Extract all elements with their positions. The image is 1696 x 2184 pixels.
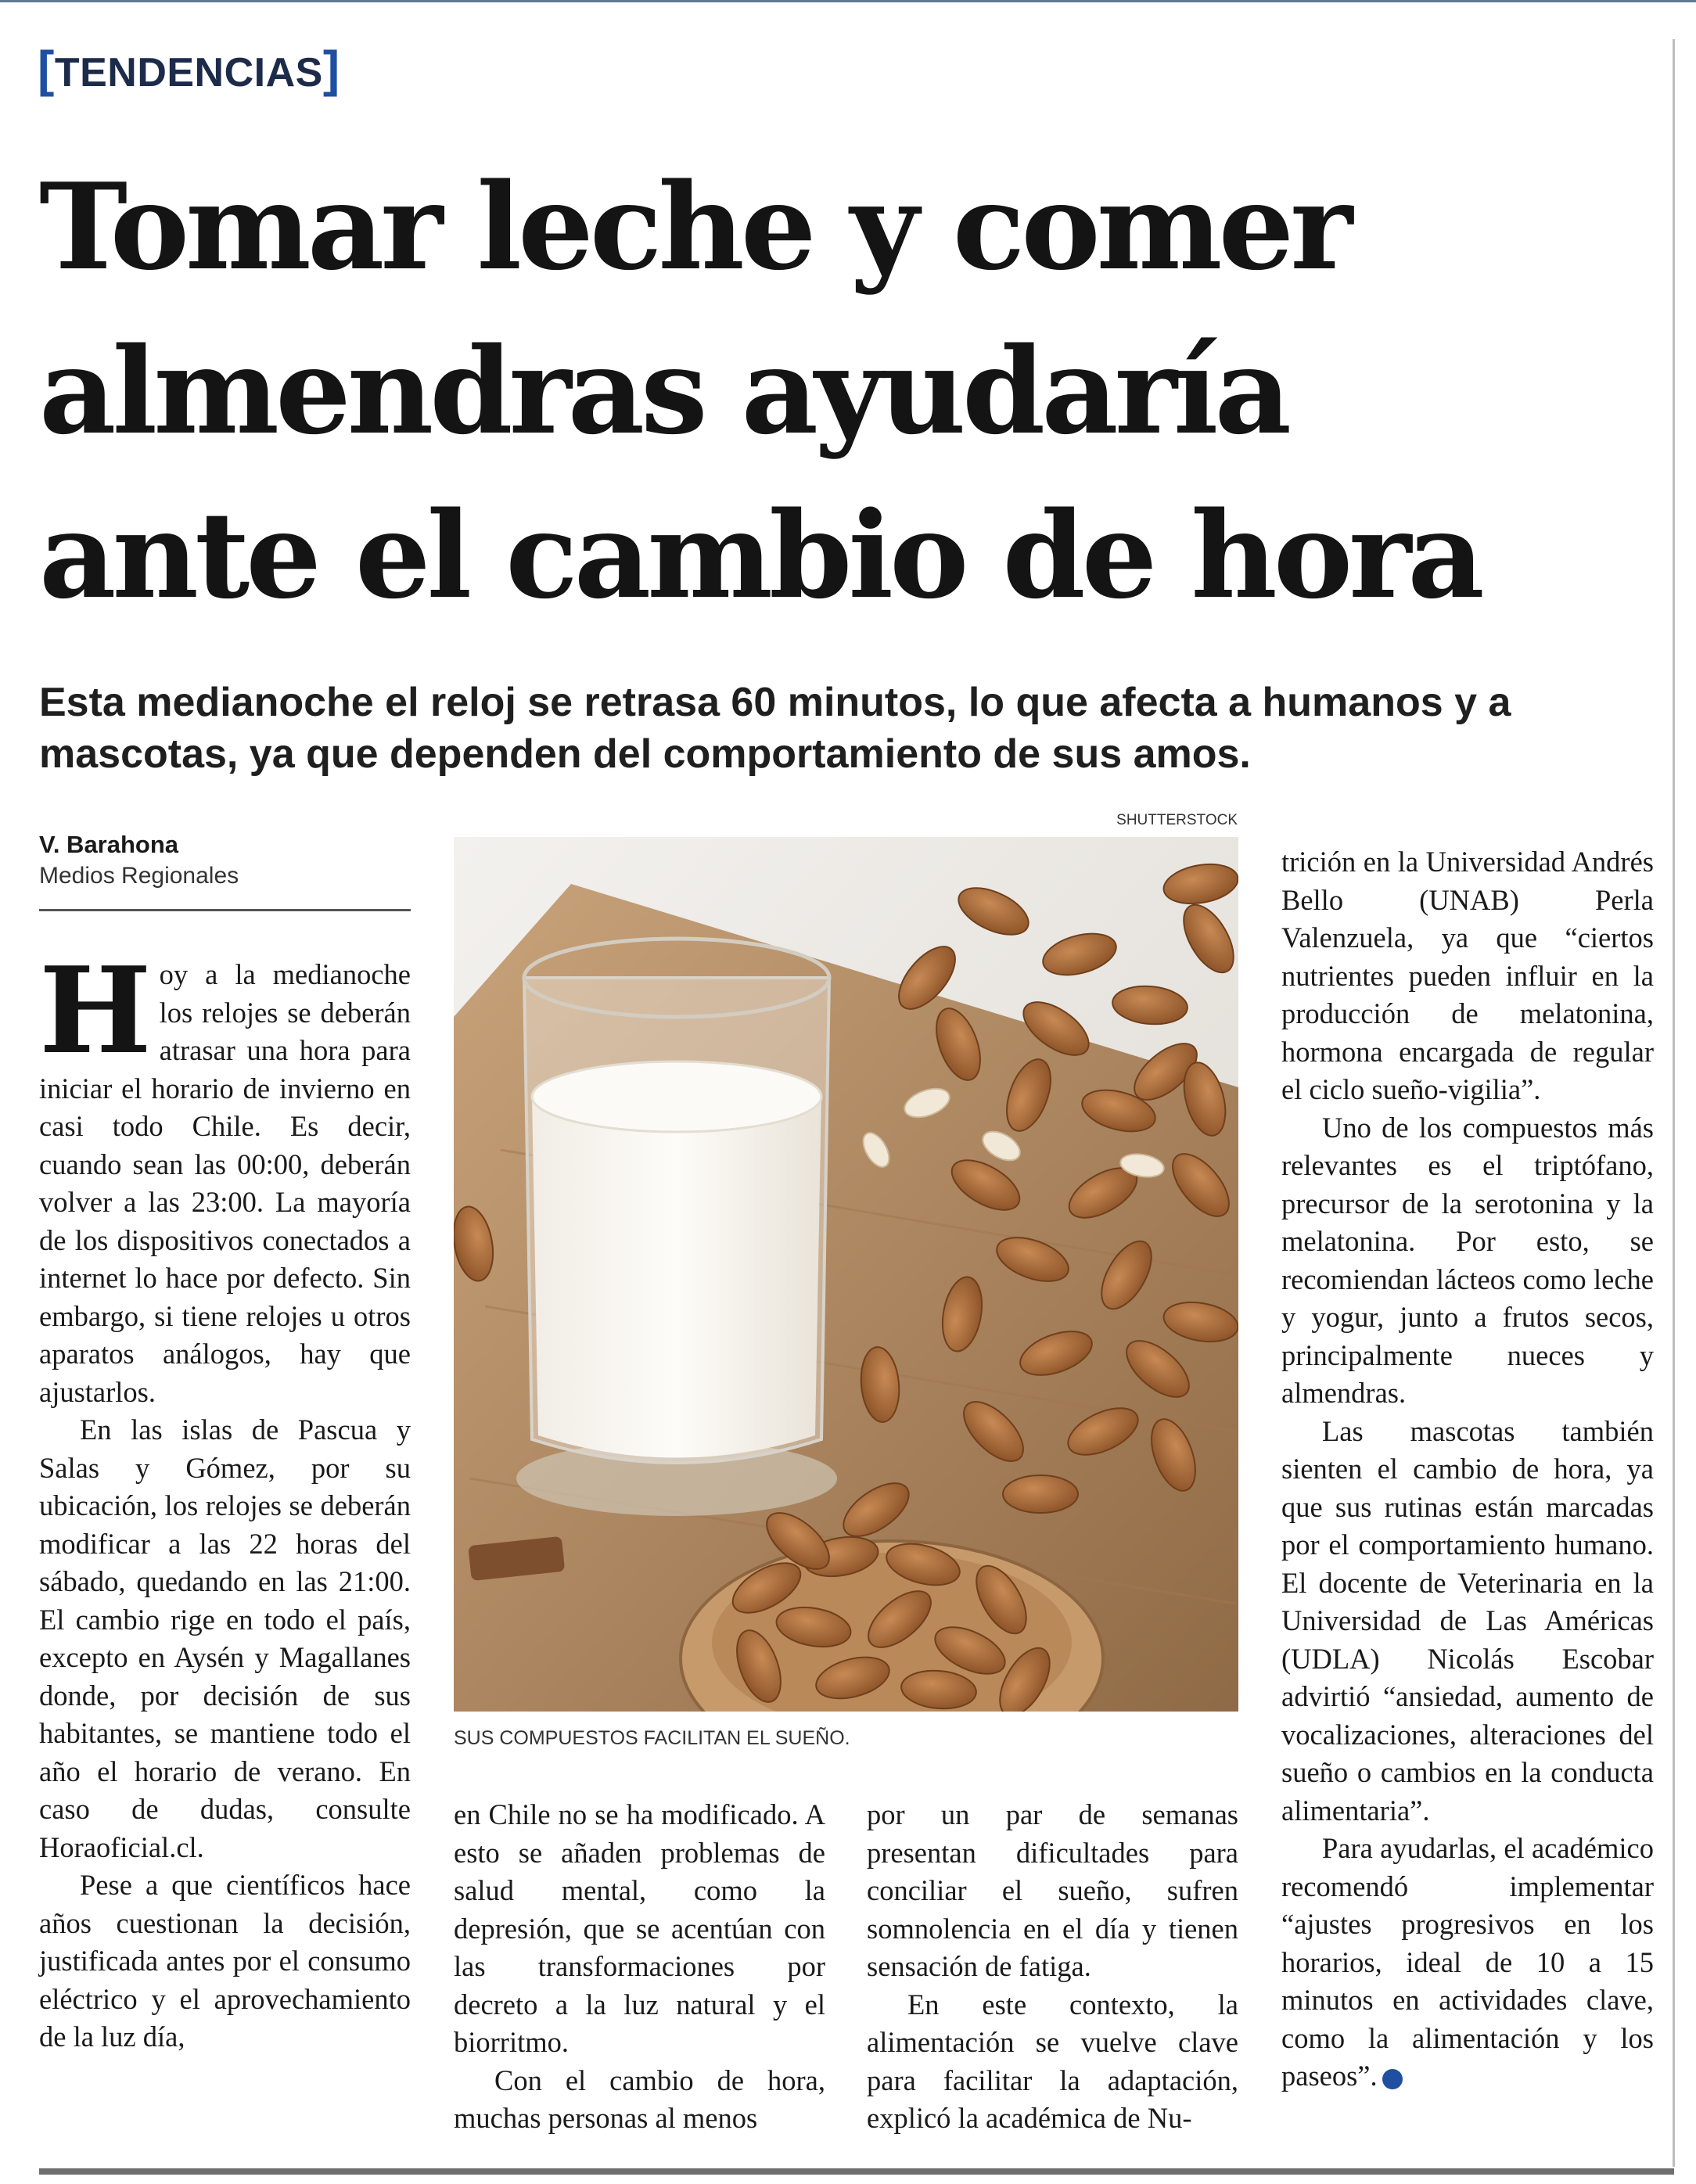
byline-outlet: Medios Regionales bbox=[39, 863, 239, 889]
article-photo bbox=[454, 837, 1238, 1712]
paragraph-1: oy a la medianoche los relojes se deberán atrasar una hora para iniciar el horario de invierno en casi todo Chile. Es decir, cuando sean las 00:00, deberán volver a las 23:00. La mayoría de los dispositivos conectados a internet lo hace por defecto. Sin embargo, si tiene relojes u otros aparatos análogos, hay que ajustarlos. bbox=[39, 958, 411, 1408]
paragraph-4-continued: por un par de semanas presentan dificultades para conciliar el sueño, sufren somnolencia en el día y tienen sensación de fatiga. bbox=[867, 1798, 1238, 1982]
paragraph-5-continued: trición en la Universidad Andrés Bello (UNAB) Perla Valenzuela, ya que “ciertos nutrientes pueden influir en la producción de melatonina, hormona encargada de regular el ciclo sueño-vigilia”. bbox=[1281, 846, 1654, 1105]
headline-line-2: almendras ayudaría bbox=[39, 321, 1288, 461]
section-tag-label: TENDENCIAS bbox=[54, 50, 323, 95]
paragraph-7: Las mascotas también sienten el cambio de hora, ya que sus rutinas están marcadas por el comportamiento humano. El docente de Veterinaria en la Universidad de Las Américas (UDLA) Nicolás Escobar advirtió “ansiedad, aumento de vocalizaciones, alteraciones del sueño o cambios en la conducta alimentaria”. bbox=[1281, 1414, 1654, 1827]
article-column-1 bbox=[39, 940, 411, 2056]
paragraph-8: Para ayudarlas, el académico recomendó implementar “ajustes progresivos en los horarios, ideal de 10 a 15 minutos en actividades clave, como la alimentación y los paseos”. bbox=[1281, 1832, 1654, 2092]
article-column-4 bbox=[1281, 843, 1654, 2096]
paragraph-2: En las islas de Pascua y Salas y Gómez, por su ubicación, los relojes se deberán modificar a las 22 horas del sábado, quedando en las 21:00. El cambio rige en todo el país, excepto en Aysén y Magallanes donde, por decisión de sus habitantes, se mantiene todo el año el horario de verano. En caso de dudas, consulte Horaoficial.cl. bbox=[39, 1413, 411, 1863]
end-of-article-icon: ✪ bbox=[1382, 2069, 1403, 2089]
headline-line-3: ante el cambio de hora bbox=[39, 485, 1481, 625]
byline bbox=[39, 829, 411, 911]
article-column-2 bbox=[454, 1796, 825, 2138]
article-column-3 bbox=[867, 1796, 1238, 2138]
photo-credit: SHUTTERSTOCK bbox=[1116, 812, 1238, 828]
byline-author: V. Barahona bbox=[39, 831, 179, 858]
paragraph-6: Uno de los compuestos más relevantes es el triptófano, precursor de la serotonina y la melatonina. Por esto, se recomiendan lácteos como leche y yogur, junto a frutos secos, principalmente nueces y almendras. bbox=[1281, 1111, 1654, 1409]
right-column-rule bbox=[1673, 39, 1675, 2167]
paragraph-3-continued: en Chile no se ha modificado. A esto se añaden problemas de salud mental, como la depresión, que se acentúan con las transformaciones por decreto a la luz natural y el biorritmo. bbox=[454, 1798, 825, 2058]
paragraph-4-start: Con el cambio de hora, muchas personas al menos bbox=[454, 2064, 825, 2134]
photo-caption: SUS COMPUESTOS FACILITAN EL SUEÑO. bbox=[454, 1727, 850, 1749]
paragraph-5-start: En este contexto, la alimentación se vuelve clave para facilitar la adaptación, explicó la académica de Nu- bbox=[867, 1988, 1238, 2134]
section-tag: [TENDENCIAS] bbox=[38, 41, 340, 97]
headline-line-1: Tomar leche y comer bbox=[39, 156, 1349, 296]
milk-and-almonds-illustration bbox=[454, 837, 1238, 1712]
deck: Esta medianoche el reloj se retrasa 60 minutos, lo que afecta a humanos y a mascotas, ya que dependen del comportamiento de sus amos. bbox=[39, 680, 1511, 777]
bottom-rule bbox=[39, 2168, 1674, 2175]
top-rule bbox=[0, 0, 1696, 2]
drop-cap: H bbox=[39, 940, 152, 1080]
paragraph-3-start: Pese a que científicos hace años cuestionan la decisión, justificada antes por el consumo eléctrico y el aprovechamiento de la luz día, bbox=[39, 1869, 411, 2053]
headline bbox=[39, 145, 1658, 638]
